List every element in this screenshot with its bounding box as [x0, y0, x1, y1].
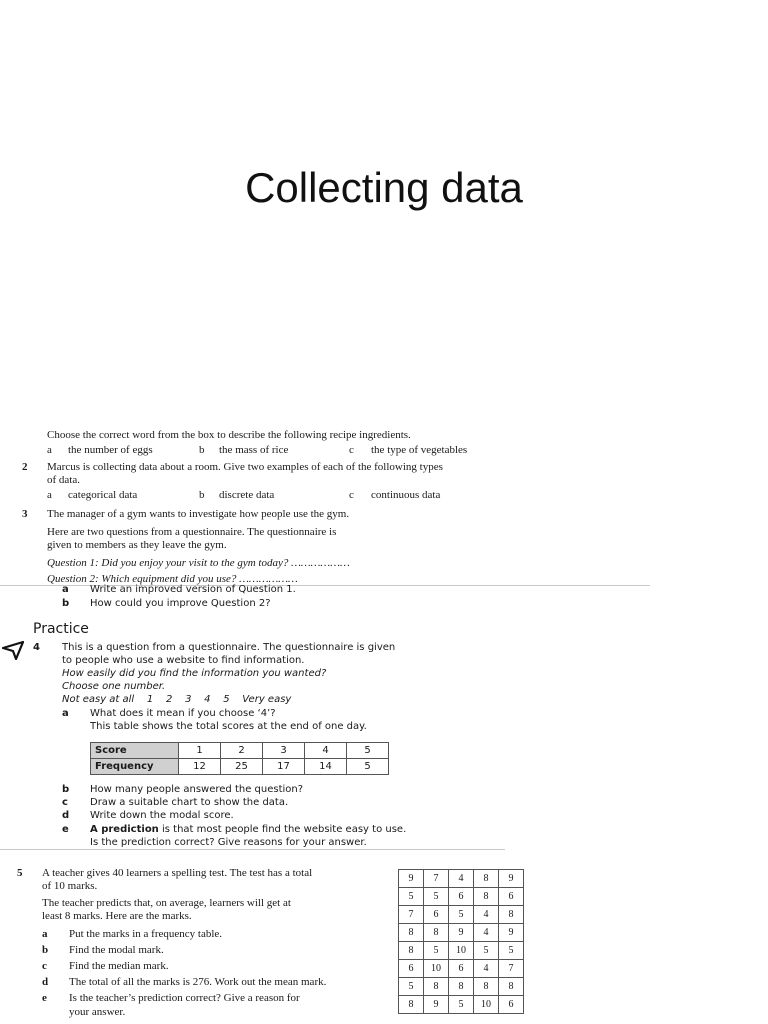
mark-cell: 4 — [474, 924, 499, 942]
q1-c-text: the type of vegetables — [371, 444, 468, 456]
mark-cell: 4 — [474, 906, 499, 924]
marks-table — [398, 869, 524, 1014]
mark-cell: 8 — [399, 996, 424, 1014]
q5-e-label: e — [42, 992, 47, 1004]
mark-cell: 7 — [424, 870, 449, 888]
mark-cell: 6 — [499, 888, 524, 906]
marks-row — [399, 960, 524, 978]
q3-number: 3 — [22, 508, 28, 520]
q2-b-text: discrete data — [219, 489, 275, 501]
q4-c-text: Draw a suitable chart to show the data. — [90, 797, 289, 808]
q4-c-label: c — [62, 797, 68, 808]
frequency-cell: 25 — [221, 759, 263, 775]
frequency-header: Frequency — [91, 759, 179, 775]
q2-b-label: b — [199, 489, 205, 501]
practice-heading: Practice — [33, 621, 89, 637]
q4-e-line2: Is the prediction correct? Give reasons for your answer. — [90, 837, 367, 848]
q4-italic-instruction: Choose one number. — [62, 681, 166, 692]
q2-line2: of data. — [47, 474, 80, 486]
q1-c-label: c — [349, 444, 354, 456]
slide-title: Collecting data — [245, 164, 523, 211]
mark-cell: 5 — [499, 942, 524, 960]
q5-b-text: Find the modal mark. — [69, 944, 164, 956]
mark-cell: 6 — [399, 960, 424, 978]
score-cell: 5 — [347, 743, 389, 759]
q2-c-text: continuous data — [371, 489, 441, 501]
mark-cell: 7 — [499, 960, 524, 978]
mark-cell: 8 — [474, 888, 499, 906]
q3-question2: Question 2: Which equipment did you use? ……………… — [47, 573, 298, 585]
mark-cell: 5 — [474, 942, 499, 960]
section-divider — [0, 849, 505, 850]
mark-cell: 8 — [499, 978, 524, 996]
mark-cell: 10 — [474, 996, 499, 1014]
q5-line3: The teacher predicts that, on average, learners will get at — [42, 897, 291, 909]
marks-row — [399, 942, 524, 960]
mark-cell: 5 — [424, 888, 449, 906]
score-cell: 4 — [305, 743, 347, 759]
q3-line3: given to members as they leave the gym. — [47, 539, 227, 551]
prediction-keyword: A prediction — [90, 824, 159, 835]
q4-table-intro: This table shows the total scores at the end of one day. — [90, 721, 367, 732]
mark-cell: 5 — [399, 888, 424, 906]
q4-number: 4 — [33, 642, 40, 653]
q2-a-text: categorical data — [68, 489, 138, 501]
q5-b-label: b — [42, 944, 49, 956]
q3-line1: The manager of a gym wants to investigate how people use the gym. — [47, 508, 350, 520]
mark-cell: 9 — [499, 870, 524, 888]
q4-a-text: What does it mean if you choose ‘4’? — [90, 708, 276, 719]
mark-cell: 8 — [399, 924, 424, 942]
frequency-cell: 17 — [263, 759, 305, 775]
q5-a-text: Put the marks in a frequency table. — [69, 928, 223, 940]
q1-b-text: the mass of rice — [219, 444, 289, 456]
score-cell: 3 — [263, 743, 305, 759]
score-row — [91, 743, 389, 759]
frequency-cell: 5 — [347, 759, 389, 775]
mark-cell: 8 — [474, 978, 499, 996]
mark-cell: 9 — [499, 924, 524, 942]
q1-instruction: Choose the correct word from the box to describe the following recipe ingredients. — [47, 429, 411, 441]
q2-number: 2 — [22, 461, 28, 473]
q1-a-text: the number of eggs — [68, 444, 153, 456]
q3-a-text: Write an improved version of Question 1. — [90, 584, 296, 595]
mark-cell: 9 — [424, 996, 449, 1014]
q5-c-label: c — [42, 960, 47, 972]
q4-b-label: b — [62, 784, 70, 795]
frequency-cell: 14 — [305, 759, 347, 775]
mark-cell: 6 — [449, 960, 474, 978]
q4-e-rest: is that most people find the website easy to use. — [158, 824, 407, 835]
marks-row — [399, 906, 524, 924]
mark-cell: 6 — [449, 888, 474, 906]
score-header: Score — [91, 743, 179, 759]
frequency-cell: 12 — [179, 759, 221, 775]
q4-d-text: Write down the modal score. — [90, 810, 234, 821]
marks-row — [399, 978, 524, 996]
q5-e-line2: your answer. — [69, 1006, 126, 1018]
mark-cell: 8 — [499, 906, 524, 924]
mark-cell: 9 — [449, 924, 474, 942]
q3-b-text: How could you improve Question 2? — [90, 598, 271, 609]
q4-d-label: d — [62, 810, 70, 821]
mark-cell: 5 — [449, 996, 474, 1014]
q4-italic-question: How easily did you find the information you wanted? — [62, 668, 327, 679]
q5-a-label: a — [42, 928, 48, 940]
q4-rating-scale: Not easy at all 1 2 3 4 5 Very easy — [62, 694, 292, 705]
q5-e-text: Is the teacher’s prediction correct? Give a reason for — [69, 992, 300, 1004]
q3-question1: Question 1: Did you enjoy your visit to the gym today? ……………… — [47, 557, 350, 569]
score-cell: 1 — [179, 743, 221, 759]
q2-line1: Marcus is collecting data about a room. Give two examples of each of the following types — [47, 461, 443, 473]
score-frequency-table — [90, 742, 389, 775]
marks-row — [399, 888, 524, 906]
score-cell: 2 — [221, 743, 263, 759]
mark-cell: 5 — [424, 942, 449, 960]
q4-line2: to people who use a website to find information. — [62, 655, 305, 666]
mark-cell: 8 — [424, 978, 449, 996]
q5-line1: A teacher gives 40 learners a spelling test. The test has a total — [42, 867, 313, 879]
q5-line2: of 10 marks. — [42, 880, 98, 892]
marks-row — [399, 870, 524, 888]
q2-c-label: c — [349, 489, 354, 501]
mark-cell: 4 — [449, 870, 474, 888]
mark-cell: 8 — [399, 942, 424, 960]
mark-cell: 5 — [399, 978, 424, 996]
mark-cell: 8 — [424, 924, 449, 942]
q1-a-label: a — [47, 444, 52, 456]
q4-e-label: e — [62, 824, 69, 835]
q5-c-text: Find the median mark. — [69, 960, 169, 972]
q5-number: 5 — [17, 867, 23, 879]
mark-cell: 4 — [474, 960, 499, 978]
mark-cell: 10 — [424, 960, 449, 978]
thinking-arrow-icon — [2, 640, 24, 660]
mark-cell: 8 — [449, 978, 474, 996]
q2-a-label: a — [47, 489, 52, 501]
q4-a-label: a — [62, 708, 69, 719]
q4-b-text: How many people answered the question? — [90, 784, 304, 795]
q4-e-text — [90, 824, 406, 835]
q5-line4: least 8 marks. Here are the marks. — [42, 910, 192, 922]
q3-line2: Here are two questions from a questionnaire. The questionnaire is — [47, 526, 337, 538]
q5-d-label: d — [42, 976, 49, 988]
q5-d-text: The total of all the marks is 276. Work out the mean mark. — [69, 976, 327, 988]
marks-row — [399, 924, 524, 942]
q3-b-label: b — [62, 598, 70, 609]
mark-cell: 6 — [499, 996, 524, 1014]
mark-cell: 9 — [399, 870, 424, 888]
frequency-row — [91, 759, 389, 775]
marks-row — [399, 996, 524, 1014]
q4-line1: This is a question from a questionnaire. The questionnaire is given — [62, 642, 396, 653]
q1-b-label: b — [199, 444, 205, 456]
mark-cell: 6 — [424, 906, 449, 924]
mark-cell: 5 — [449, 906, 474, 924]
mark-cell: 8 — [474, 870, 499, 888]
mark-cell: 7 — [399, 906, 424, 924]
mark-cell: 10 — [449, 942, 474, 960]
q3-a-label: a — [62, 584, 69, 595]
